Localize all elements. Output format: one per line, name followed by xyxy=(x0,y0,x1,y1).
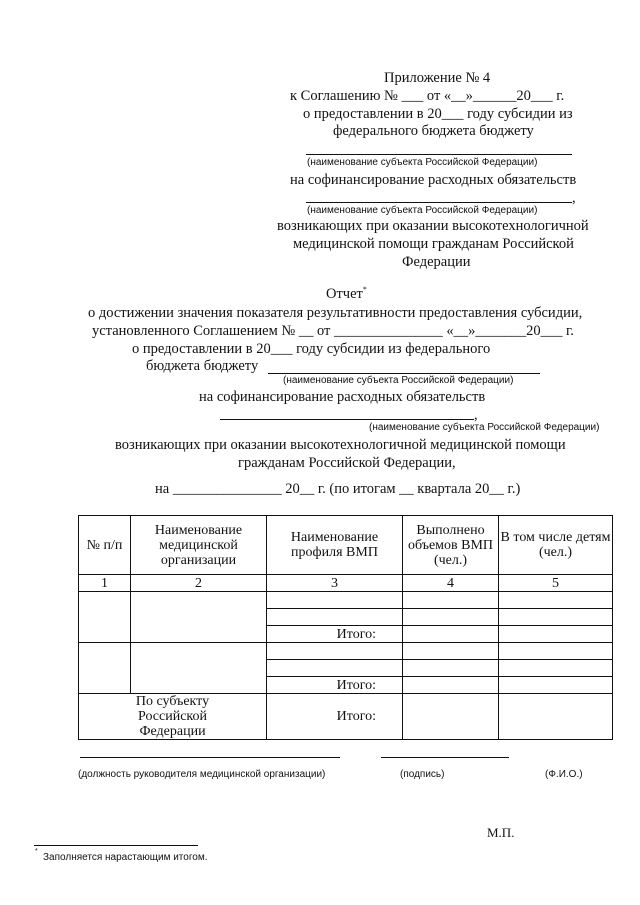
table-cell[interactable] xyxy=(403,643,499,660)
report-line-6: возникающих при оказании высокотехнологичной медицинской помощи xyxy=(115,437,566,453)
header-number: № п/п xyxy=(79,516,131,575)
table-cell[interactable] xyxy=(131,592,267,643)
subject-name-underline-2 xyxy=(306,202,572,203)
report-line-3: о предоставлении в 20___ году субсидии из федерального xyxy=(132,341,491,357)
table-cell[interactable] xyxy=(403,592,499,609)
footnote-mark: * xyxy=(362,285,367,294)
hightech-line: возникающих при оказании высокотехнологичной xyxy=(277,218,589,234)
appendix-title: Приложение № 4 xyxy=(384,70,491,86)
table-cell[interactable] xyxy=(403,609,499,626)
report-subject-caption: (наименование субъекта Российской Федерации) xyxy=(283,375,514,386)
table-row xyxy=(79,592,613,609)
subject-caption-2: (наименование субъекта Российской Федерации) xyxy=(307,205,538,216)
report-subject-underline xyxy=(268,373,540,374)
table-cell[interactable] xyxy=(403,677,499,694)
header-profile: Наименование профиля ВМП xyxy=(267,516,403,575)
table-cell[interactable] xyxy=(267,592,403,609)
table-cell[interactable] xyxy=(499,626,613,643)
report-line-5: на софинансирование расходных обязательств xyxy=(199,389,486,405)
column-number: 3 xyxy=(267,575,403,592)
position-signature-line xyxy=(80,757,340,758)
table-cell[interactable] xyxy=(499,592,613,609)
table-cell[interactable] xyxy=(79,592,131,643)
sign-caption: (подпись) xyxy=(400,769,445,780)
column-number: 1 xyxy=(79,575,131,592)
report-comma: , xyxy=(474,407,478,423)
report-line-4: бюджета бюджету xyxy=(146,358,259,374)
medical-line: медицинской помощи гражданам Российской xyxy=(293,236,574,252)
header-volume: Выполнено объемов ВМП (чел.) xyxy=(403,516,499,575)
header-organization: Наименование медицинской организации xyxy=(131,516,267,575)
federal-budget-line: федерального бюджета бюджету xyxy=(333,123,534,139)
table-cell[interactable] xyxy=(403,694,499,740)
footnote-separator xyxy=(34,845,198,846)
table-cell[interactable] xyxy=(499,643,613,660)
table-cell[interactable] xyxy=(267,609,403,626)
total-label: Итого: xyxy=(267,677,403,694)
table-cell[interactable] xyxy=(79,643,131,694)
report-line-7: гражданам Российской Федерации, xyxy=(238,455,456,471)
table-cell[interactable] xyxy=(499,660,613,677)
position-caption: (должность руководителя медицинской организации) xyxy=(78,769,326,780)
table-header-row xyxy=(79,516,613,575)
column-number: 4 xyxy=(403,575,499,592)
subject-label: По субъекту Российской Федерации xyxy=(79,694,267,740)
header-children: В том числе детям (чел.) xyxy=(499,516,613,575)
report-subject-caption-2: (наименование субъекта Российской Федерации) xyxy=(369,422,600,433)
subject-name-underline xyxy=(306,154,572,155)
subject-caption: (наименование субъекта Российской Федерации) xyxy=(307,157,538,168)
table-cell[interactable] xyxy=(403,660,499,677)
table-cell[interactable] xyxy=(267,643,403,660)
subsidy-year-line: о предоставлении в 20___ году субсидии из xyxy=(303,106,573,122)
report-line-2: установленного Соглашением № __ от _______________ «__»_______20___ г. xyxy=(92,323,574,339)
agreement-line: к Соглашению № ___ от «__»______20___ г. xyxy=(290,88,565,104)
footnote-text: Заполняется нарастающим итогом. xyxy=(43,852,208,863)
header-comma: , xyxy=(572,190,576,206)
report-title-text: Отчет xyxy=(326,286,363,302)
table-cell[interactable] xyxy=(403,626,499,643)
federation-line: Федерации xyxy=(402,254,471,270)
stamp-label: М.П. xyxy=(487,825,515,840)
column-number: 5 xyxy=(499,575,613,592)
report-line-1: о достижении значения показателя результативности предоставления субсидии, xyxy=(88,305,583,321)
table-cell[interactable] xyxy=(499,694,613,740)
report-table xyxy=(78,515,613,740)
footnote-mark-bottom: * xyxy=(35,848,38,855)
column-number: 2 xyxy=(131,575,267,592)
table-row xyxy=(79,643,613,660)
table-cell[interactable] xyxy=(499,677,613,694)
table-cell[interactable] xyxy=(267,660,403,677)
name-caption: (Ф.И.О.) xyxy=(545,769,583,780)
sign-line xyxy=(381,757,509,758)
subject-total-row xyxy=(79,694,613,740)
cofinancing-line: на софинансирование расходных обязательств xyxy=(290,172,577,188)
table-cell[interactable] xyxy=(499,609,613,626)
subject-total-label: Итого: xyxy=(267,694,403,740)
report-period-line: на _______________ 20__ г. (по итогам __ квартала 20__ г.) xyxy=(155,481,521,497)
table-cell[interactable] xyxy=(131,643,267,694)
column-number-row xyxy=(79,575,613,592)
report-title xyxy=(326,286,367,303)
total-label: Итого: xyxy=(267,626,403,643)
report-subject-underline-2 xyxy=(220,419,474,420)
